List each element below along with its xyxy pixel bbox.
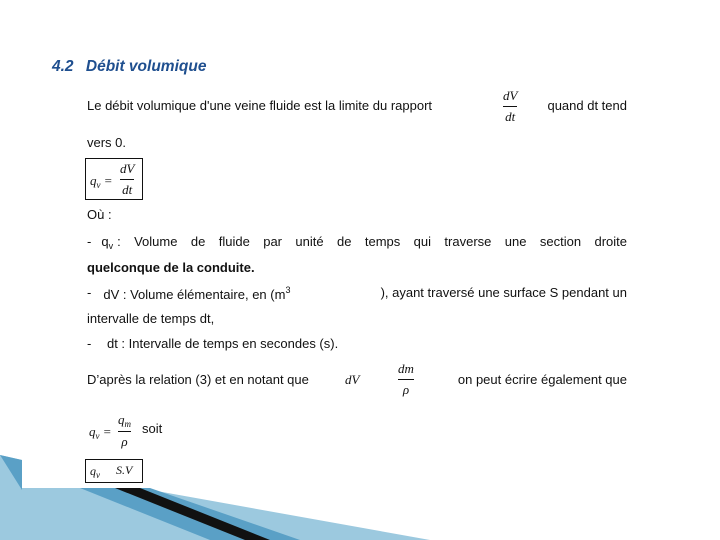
formula1-lhs-sub: v: [96, 180, 101, 190]
def-qv-symbol-sub: v: [108, 241, 114, 251]
def-dv-dash: -: [87, 285, 92, 300]
def-dv-text-b: ), ayant traversé une surface S pendant un: [380, 285, 627, 300]
formula1-eq: =: [103, 173, 113, 188]
intro-frac-num: dV: [503, 88, 518, 103]
section-number: 4.2: [52, 58, 74, 75]
def-qv-text: : Volume de fluide par unité de temps qui traverse une section droite: [117, 234, 627, 249]
formula2-num-q: q: [118, 412, 125, 427]
intro-line-2: vers 0.: [87, 135, 127, 150]
intro-text-after: quand dt tend: [547, 98, 627, 113]
formula1-lhs-symbol: q: [90, 173, 97, 188]
formula2-lhs-symbol: q: [89, 424, 96, 439]
def-dt-text: dt : Intervalle de temps en secondes (s).: [106, 336, 339, 351]
relation-text-before: D’après la relation (3) et en notant que: [87, 372, 309, 387]
formula2-num-sub: m: [124, 419, 131, 429]
formula3-rhs: S.V: [116, 463, 133, 477]
def-dv-line-2: intervalle de temps dt,: [87, 311, 215, 326]
formula3-lhs-sub: v: [96, 470, 100, 480]
formula2-den: ρ: [121, 434, 128, 449]
formula2-soit: soit: [142, 421, 163, 436]
def-qv-line-2: quelconque de la conduite.: [87, 260, 255, 275]
def-qv-symbol-q: q: [101, 234, 109, 249]
def-dv-text-a-main: dV : Volume élémentaire, en (m: [103, 287, 286, 302]
where-label: Où :: [87, 207, 112, 222]
relation-text-after: on peut écrire également que: [457, 372, 627, 387]
def-dt-dash: -: [87, 336, 92, 351]
section-title: Débit volumique: [85, 58, 207, 75]
relation-frac-num: dm: [398, 361, 414, 376]
formula2-eq: =: [102, 424, 112, 439]
formula1-den: dt: [122, 182, 133, 197]
formula2-lhs-sub: v: [95, 431, 100, 441]
formula1-num: dV: [120, 161, 135, 176]
relation-dv: dV: [345, 372, 360, 387]
formula3-lhs-symbol: q: [90, 464, 96, 478]
def-dv-sup: 3: [285, 285, 291, 295]
relation-frac-den: ρ: [402, 382, 410, 397]
intro-text-before: Le débit volumique d'une veine fluide est la limite du rapport: [87, 98, 433, 113]
intro-frac-den: dt: [505, 109, 516, 124]
def-qv-dash: -: [87, 234, 92, 249]
